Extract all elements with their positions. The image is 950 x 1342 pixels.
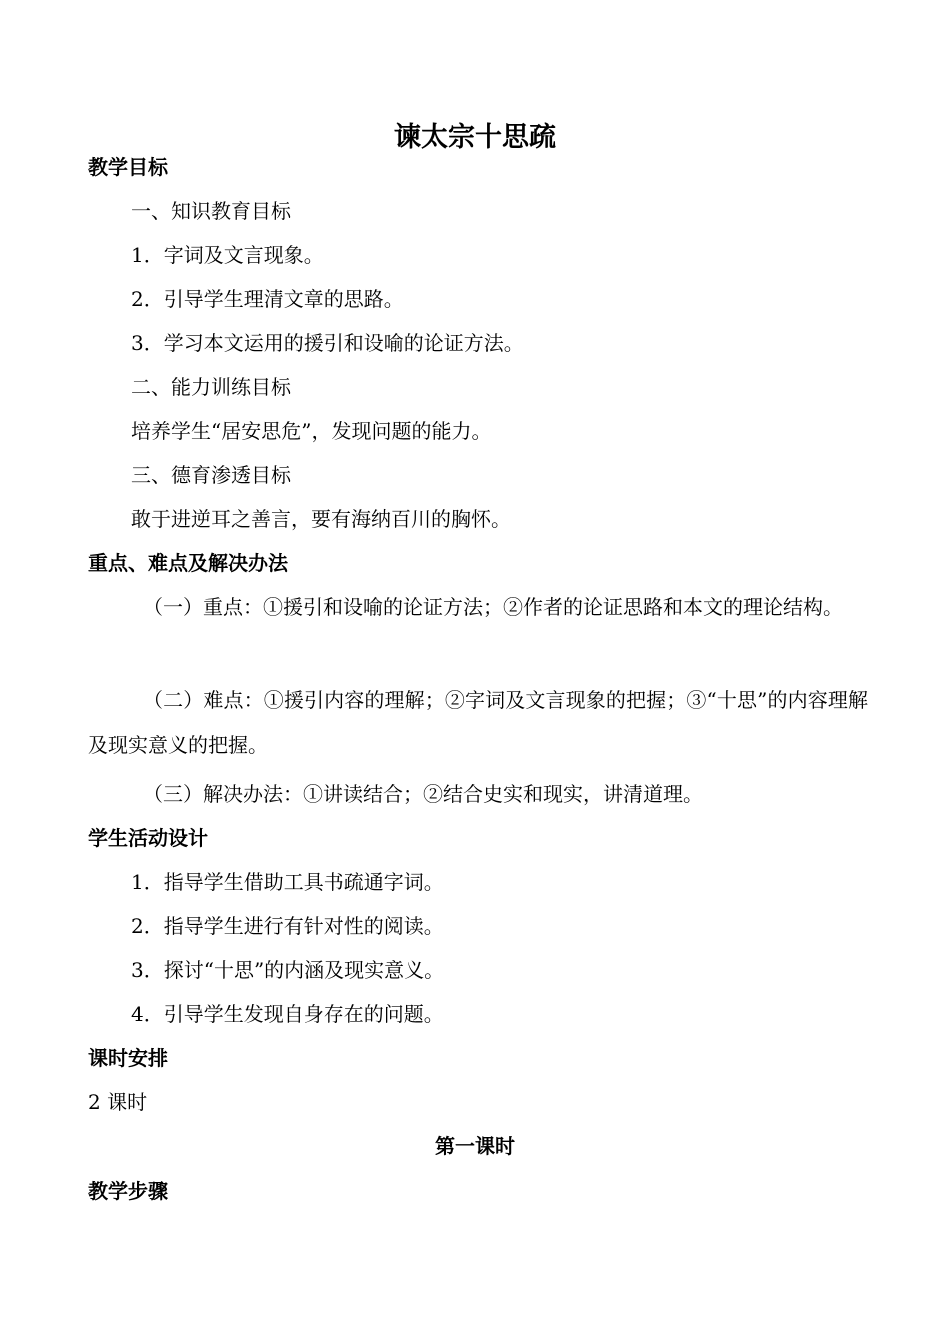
heading-key-points: 重点、难点及解决办法 [88,551,288,575]
key-point-paragraph: （一）重点：①援引和设喻的论证方法；②作者的论证思路和本文的理论结构。 [143,595,843,619]
lesson-title: 第一课时 [435,1134,515,1158]
objective-line: 二、能力训练目标 [131,375,291,399]
activity-line: 2．指导学生进行有针对性的阅读。 [131,914,444,938]
heading-schedule: 课时安排 [88,1046,168,1070]
objective-line: 1．字词及文言现象。 [131,243,324,267]
schedule-text: 2 课时 [88,1090,148,1114]
activity-line: 4．引导学生发现自身存在的问题。 [131,1002,444,1026]
difficulty-paragraph: （二）难点：①援引内容的理解；②字词及文言现象的把握；③“十思”的内容理解及现实意义的把握。 [88,688,868,757]
objective-line: 3．学习本文运用的援引和设喻的论证方法。 [131,331,524,355]
solution-paragraph: （三）解决办法：①讲读结合；②结合史实和现实，讲清道理。 [143,782,703,806]
objective-line: 三、德育渗透目标 [131,463,291,487]
heading-teaching-objectives: 教学目标 [88,155,168,179]
heading-student-activities: 学生活动设计 [88,826,208,850]
activity-line: 3．探讨“十思”的内涵及现实意义。 [131,958,445,982]
objective-line: 培养学生“居安思危”，发现问题的能力。 [131,419,492,443]
objective-line: 一、知识教育目标 [131,199,291,223]
objective-line: 敢于进逆耳之善言，要有海纳百川的胸怀。 [131,507,511,531]
heading-teaching-steps: 教学步骤 [88,1179,168,1203]
objective-line: 2．引导学生理清文章的思路。 [131,287,404,311]
document-title: 谏太宗十思疏 [394,122,556,153]
activity-line: 1．指导学生借助工具书疏通字词。 [131,870,444,894]
